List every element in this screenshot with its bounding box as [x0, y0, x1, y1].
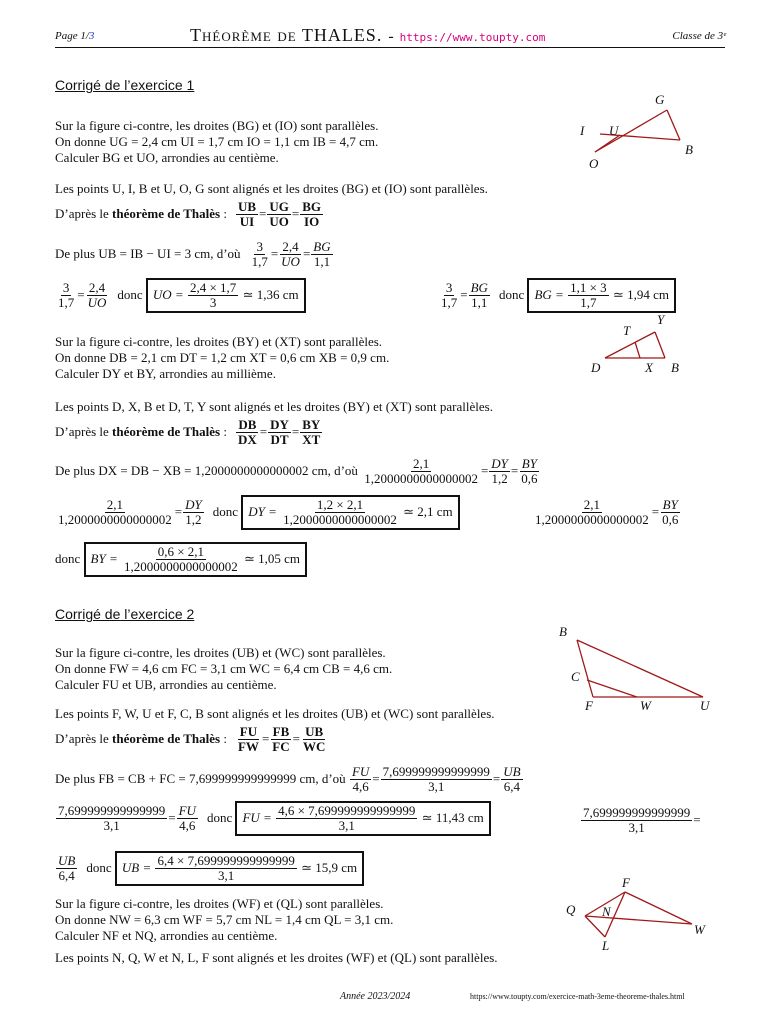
ex1b-figure	[585, 312, 695, 380]
fig-label-o: O	[589, 156, 599, 171]
fig-line	[577, 640, 703, 697]
fig-label-w: W	[694, 922, 705, 937]
fig-label-f: F	[585, 698, 593, 713]
ex2a-figure	[555, 622, 745, 714]
fig-label-n: N	[602, 904, 611, 919]
ex2b-figure	[560, 872, 720, 954]
fraction: $\frac{UB}{6,4}$	[503, 763, 521, 794]
fig-label-y: Y	[657, 312, 665, 327]
ratio: $\frac{BG}{IO}$	[302, 198, 322, 229]
fig-label-x: X	[645, 360, 653, 375]
fig-line	[585, 916, 605, 937]
page-total-link[interactable]: 3	[88, 30, 95, 42]
result-box: FU = $\frac{4,6 \times 7,699999999999999}{3,1}$ ≃ 11,43 cm	[235, 801, 490, 836]
fraction: $\frac{UB}{6,4}$	[58, 852, 76, 883]
footer-url[interactable]: https://www.toupty.com/exercice-math-3eme-theoreme-thales.html	[470, 992, 685, 1001]
page-title: Théorème de THALES. - https://www.toupty.com	[190, 25, 546, 45]
ex2a-statement: Sur la figure ci-contre, les droites (UB) et (WC) sont parallèles. On donne FW = 4,6 cm FC = 3,1 cm WC = 6,4 cm CB = 4,6 cm. Calculer FU et UB, arrondies au centième.	[55, 645, 393, 692]
fraction: $\frac{BG}{1,1}$	[313, 238, 331, 269]
fig-label-u: U	[609, 123, 619, 138]
fig-line	[587, 680, 637, 697]
ratio: $\frac{DY}{DT}$	[270, 416, 289, 447]
fraction: $\frac{FU}{4,6}$	[351, 763, 370, 794]
fraction: $\frac{3}{1,7}$	[58, 279, 75, 310]
fig-label-u: U	[700, 698, 710, 713]
page-number: Page 1/3	[55, 30, 95, 42]
ex2a-result2: $\frac{UB}{6,4}$ donc UB = $\frac{6,4 \times 7,699999999999999}{3,1}$ ≃ 15,9 cm	[55, 846, 364, 890]
ex1b-aligned: Les points D, X, B et D, T, Y sont alignés et les droites (BY) et (XT) sont parallèles.	[55, 399, 493, 414]
fig-label-t: T	[623, 323, 631, 338]
result-box: UO = $\frac{2,4 \times 1,7}{3}$ ≃ 1,36 cm	[146, 278, 306, 313]
ratio: $\frac{UB}{UI}$	[237, 198, 257, 229]
ex1a-result1: $\frac{3}{1,7}$ = $\frac{2,4}{UO}$ donc UO = $\frac{2,4 \times 1,7}{3}$ ≃ 1,36 cm	[55, 275, 306, 315]
ex1a-result2: $\frac{3}{1,7}$ = $\frac{BG}{1,1}$ donc BG = $\frac{1,1 \times 3}{1,7}$ ≃ 1,94 cm	[438, 275, 676, 315]
ex2a-thales: D’après le théorème de Thalès : $\frac{FU}{FW}$ = $\frac{FB}{FC}$ = $\frac{UB}{WC}$	[55, 723, 326, 754]
fraction: $\frac{2,1}{1,2000000000000002}$	[535, 496, 649, 527]
fig-label-c: C	[571, 669, 580, 684]
ex2-heading: Corrigé de l’exercice 2	[55, 606, 195, 622]
fraction: $\frac{2,4}{UO}$	[87, 279, 107, 310]
fraction: $\frac{2,1}{1,2000000000000002}$	[58, 496, 172, 527]
fraction: $\frac{7,699999999999999}{3,1}$	[382, 763, 490, 794]
header-rule	[55, 47, 725, 48]
fig-label-i: I	[580, 123, 585, 138]
ex1a-statement: Sur la figure ci-contre, les droites (BG) et (IO) sont parallèles. On donne UG = 2,4 cm UI = 1,7 cm IO = 1,1 cm IB = 4,7 cm. Calculer BG et UO, arrondies au centième.	[55, 118, 379, 165]
fig-label-b: B	[671, 360, 679, 375]
ratio: $\frac{FU}{FW}$	[237, 723, 259, 754]
ex2a-deplus: De plus FB = CB + FC = 7,699999999999999 cm, d’où $\frac{FU}{4,6}$ = $\frac{7,699999999999999}{3,1}$ = $\frac{UB}{6,4}$	[55, 763, 521, 794]
ex1a-thales: D’après le théorème de Thalès : $\frac{UB}{UI}$ = $\frac{UG}{UO}$ = $\frac{BG}{IO}$	[55, 198, 322, 229]
fraction: $\frac{2,1}{1,2000000000000002}$	[364, 455, 478, 486]
ex1a-figure	[575, 90, 705, 172]
ex1b-thales: D’après le théorème de Thalès : $\frac{DB}{DX}$ = $\frac{DY}{DT}$ = $\frac{BY}{XT}$	[55, 416, 321, 447]
fraction: $\frac{3}{1,7}$	[251, 238, 268, 269]
fig-label-w: W	[640, 698, 651, 713]
class-label: Classe de 3ᵉ	[672, 30, 726, 42]
ex2a-result2-start: $\frac{7,699999999999999}{3,1}$ =	[583, 804, 701, 835]
fig-label-b: B	[559, 624, 567, 639]
fraction: $\frac{2,4}{UO}$	[281, 238, 300, 269]
result-box: BG = $\frac{1,1 \times 3}{1,7}$ ≃ 1,94 cm	[527, 278, 675, 313]
footer-year: Année 2023/2024	[340, 991, 411, 1002]
fraction: $\frac{DY}{1,2}$	[491, 455, 508, 486]
ex1a-deplus: De plus UB = IB − UI = 3 cm, d’où $\frac{3}{1,7}$ = $\frac{2,4}{UO}$ = $\frac{BG}{1,1}$	[55, 238, 331, 269]
ratio: $\frac{BY}{XT}$	[302, 416, 321, 447]
result-box: BY = $\frac{0,6 \times 2,1}{1,2000000000000002}$ ≃ 1,05 cm	[84, 542, 307, 577]
ex1b-statement: Sur la figure ci-contre, les droites (BY) et (XT) sont parallèles. On donne DB = 2,1 cm DT = 1,2 cm XT = 0,6 cm XB = 0,9 cm. Calculer DY et BY, arrondies au millième.	[55, 334, 390, 381]
ex1b-result1: $\frac{2,1}{1,2000000000000002}$ = $\frac{DY}{1,2}$ donc DY = $\frac{1,2 \times 2,1}{1,2000000000000002}$ ≃ 2,1 cm	[55, 490, 460, 534]
fraction: $\frac{3}{1,7}$	[441, 279, 458, 310]
fig-label-q: Q	[566, 902, 576, 917]
ex2b-statement: Sur la figure ci-contre, les droites (WF) et (QL) sont parallèles. On donne NW = 6,3 cm WF = 5,7 cm NL = 1,4 cm QL = 3,1 cm. Calculer NF et NQ, arrondies au centième.	[55, 896, 394, 943]
fraction: $\frac{7,699999999999999}{3,1}$	[58, 802, 166, 833]
ratio: $\frac{UB}{WC}$	[302, 723, 326, 754]
fig-line	[635, 342, 640, 358]
fig-label-l: L	[602, 938, 610, 953]
ratio: $\frac{UG}{UO}$	[269, 198, 289, 229]
ex1-heading: Corrigé de l’exercice 1	[55, 77, 195, 93]
result-box: DY = $\frac{1,2 \times 2,1}{1,2000000000000002}$ ≃ 2,1 cm	[241, 495, 459, 530]
ex2b-aligned: Les points N, Q, W et N, L, F sont alignés et les droites (WF) et (QL) sont parallèles.	[55, 950, 498, 965]
fraction: $\frac{BY}{0,6}$	[521, 455, 538, 486]
fraction: $\frac{7,699999999999999}{3,1}$	[583, 804, 691, 835]
fig-line	[655, 332, 665, 358]
ex1b-deplus: De plus DX = DB − XB = 1,2000000000000002 cm, d’où $\frac{2,1}{1,2000000000000002}$ = $\frac{DY}{1,2}$ = $\frac{BY}{0,6}$	[55, 455, 538, 486]
fig-label-d: D	[591, 360, 601, 375]
ratio: $\frac{DB}{DX}$	[237, 416, 257, 447]
ex1a-aligned: Les points U, I, B et U, O, G sont alignés et les droites (BG) et (IO) sont parallèles.	[55, 181, 488, 196]
fig-label-b: B	[685, 142, 693, 157]
site-link[interactable]: https://www.toupty.com	[399, 31, 546, 44]
fraction: $\frac{BG}{1,1}$	[470, 279, 488, 310]
ex2a-aligned: Les points F, W, U et F, C, B sont alignés et les droites (UB) et (WC) sont parallèles.	[55, 706, 495, 721]
fraction: $\frac{BY}{0,6}$	[662, 496, 679, 527]
fraction: $\frac{DY}{1,2}$	[185, 496, 202, 527]
fig-label-f: F	[622, 875, 630, 890]
ratio: $\frac{FB}{FC}$	[272, 723, 290, 754]
fig-line	[667, 110, 680, 140]
ex1b-result2: donc BY = $\frac{0,6 \times 2,1}{1,2000000000000002}$ ≃ 1,05 cm	[55, 537, 307, 581]
ex1b-result2-start: $\frac{2,1}{1,2000000000000002}$ = $\frac{BY}{0,6}$	[535, 496, 679, 527]
ex2a-result1: $\frac{7,699999999999999}{3,1}$ = $\frac{FU}{4,6}$ donc FU = $\frac{4,6 \times 7,699999999999999}{3,1}$ ≃ 11,43 cm	[55, 796, 491, 840]
fraction: $\frac{FU}{4,6}$	[178, 802, 196, 833]
result-box: UB = $\frac{6,4 \times 7,699999999999999}{3,1}$ ≃ 15,9 cm	[115, 851, 364, 886]
fig-label-g: G	[655, 92, 665, 107]
fig-line	[595, 110, 667, 152]
